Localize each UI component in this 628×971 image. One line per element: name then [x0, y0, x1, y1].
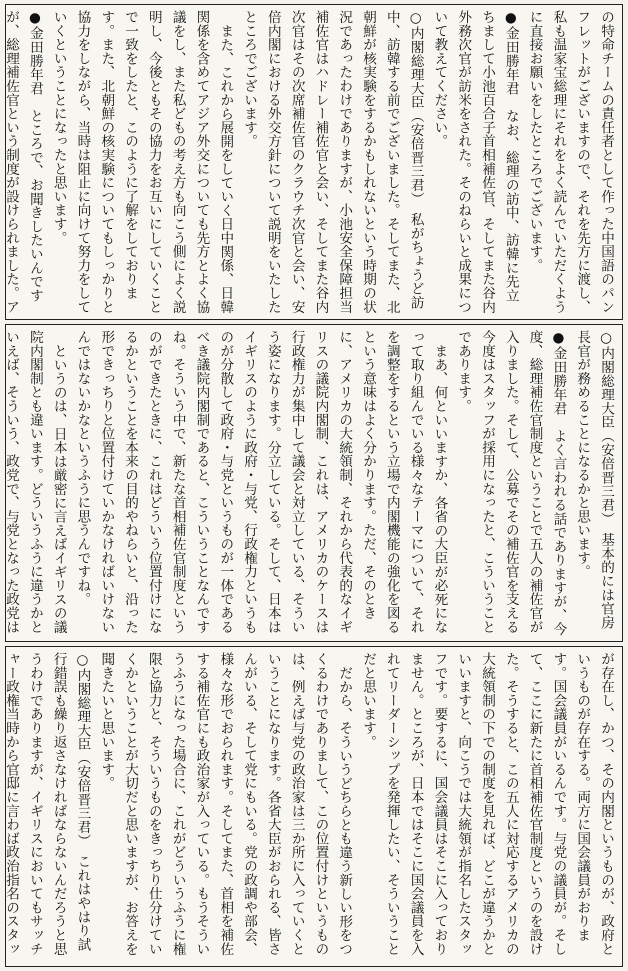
paragraph: が存在し、かつ、その内閣というものが、政府というものが存在する。両方に国会議員がおります。国会議員がいるんです。与党の議員が。そして、ここに新たに首相補佐官制度というのを設けた。そうすると、この五人に対応するアメリカの大統領制の下での制度を見れば、どこが違うかといいますと、向こうでは大統領が指名したスタッフです。要するに、国会議員はそこに入っておりません。ところが、日本ではそこに国会議員を入れてリーダーシップを発揮したい、そういうことだと思います。 [360, 652, 614, 956]
text-band-top-inner [3, 10, 617, 314]
text-band-bottom [5, 646, 623, 967]
vertical-text-block [3, 652, 617, 961]
paragraph: の特命チームの責任者として作った中国語のパンフレットがございますので、それを先方に渡し、私も温家宝総理にそれをよく読んでいただくように直接お願いをしたところでございます。 [526, 10, 614, 314]
vertical-text-block [3, 10, 617, 314]
text-band-middle-inner [3, 330, 617, 636]
vertical-text-block [3, 330, 617, 636]
answer-paragraph: ○内閣総理大臣（安倍晋三君） これはやはり試行錯誤も繰り返さなければならないんだろうと思うわけでありますが、イギリスにおいてもサッチャー政権当時から官邸に言わば政治指名のスタッ [3, 652, 91, 956]
text-band-middle [5, 324, 623, 642]
text-band-top [5, 4, 623, 320]
question-paragraph: ●金田勝年君 ところで、お聞きしたいんですが、総理補佐官という制度が設けられました。ア [3, 10, 43, 314]
answer-paragraph: ○内閣総理大臣（安倍晋三君） 私がちょうど訪中、訪韓する前でございました。そしてまた、北朝鮮が核実験をするかもしれないという時期の状況であったわけでありますが、小池安全保障担当補佐官はハドレー補佐官と会い、そしてまた谷内次官はその次席補佐官のクラウチ次官と会い、安倍内閣における外交方針について説明をいたしたところでございます。 [241, 10, 424, 314]
paragraph: まあ、何といいますか、各省の大臣が必死になって取り組んでいる様々なテーマについて、それを調整をするという立場で内閣機能の強化を図るという意味はよく分かります。ただ、そのときに、アメリカの大統領制、それから代表的なイギリスの議院内閣制、これは、アメリカのケースは行政権力が集中して議会と対立している、そういう姿になります。分立している。そして、日本はイギリスのように政府・与党、行政権力というものが分散して政府・与党というものが一体であるべき議院内閣制であると、こういうことなんですね。そういう中で、新たな首相補佐官制度というのができたときに、これはどういう位置付けになるかということを本来の目的やねらいと、沿った形できっちりと位置付けていかなければいけないんではないかなというふうに思うんですね。 [74, 330, 448, 634]
question-paragraph: ●金田勝年君 よく言われる話でありますが、今度、総理補佐官制度ということで五人の補佐官が入りました。そして、公募でその補佐官を支える今度はスタッフが採用になったと、こういうことであります。 [455, 330, 567, 636]
answer-paragraph: ○内閣総理大臣（安倍晋三君） 基本的には官房長官が務めることになるかと思います。 [574, 330, 614, 630]
paragraph: というのは、日本は厳密に言えばイギリスの議院内閣制とも違います。どういうふうに違うかといえば、そういう、政党で、与党となった政党は [3, 330, 67, 634]
paragraph: だから、そういうどちらとも違う新しい形をつくるわけでありまして、この位置付けというものは、例えば与党の政治家は三か所に入っていくということになります。各省大臣がおられる、皆さんがいる、そして党にもいる。党の政調や部会、様々な形でおられます。そしてまた、首相を補佐する補佐官にも政治家が入っている。もうそういうふうになった場合に、これがどういうふうに権限と協力と、そういうものをきっちり仕分けていくかということが大切だと思いますが、お答えを聞きたいと思います。 [98, 652, 353, 956]
text-band-bottom-inner [3, 652, 617, 961]
paragraph: また、これから展開をしていく日中関係、日韓関係を含めてアジア外交についても先方とよく協議をし、また私どもの考え方も向こう側によく説明し、今後ともその協力をお互いにしていくことで一致をしたと、このように了解をしております。また、北朝鮮の核実験についてもしっかりと協力をしながら、当時は阻止に向けて努力をしていくということになったと思います。 [50, 10, 234, 314]
question-paragraph: ●金田勝年君 なお、総理の訪中、訪韓に先立ちまして小池百合子首相補佐官、そしてまた谷内外務次官が訪米をされた。そのねらいと成果について教えてください。 [431, 10, 519, 314]
